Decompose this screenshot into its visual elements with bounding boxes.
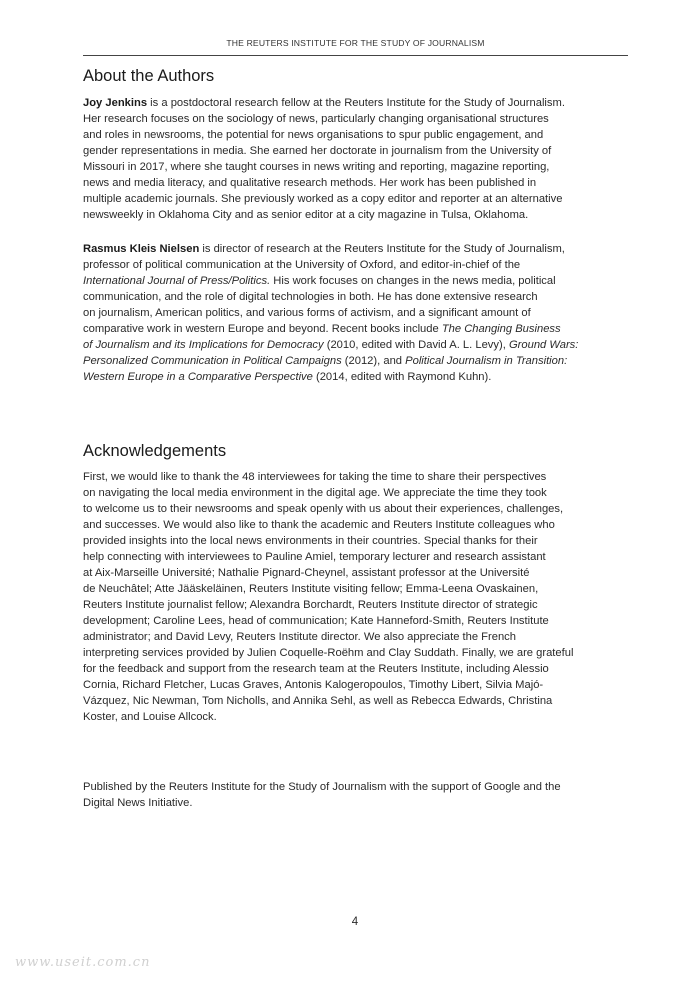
bio-line: news and media literacy, and qualitative research methods. Her work has been published in	[83, 177, 537, 189]
ack-line: at Aix-Marseille Université; Nathalie Pignard-Cheynel, assistant professor at the Université	[83, 567, 530, 579]
bio-line: Rasmus Kleis Nielsen is director of research at the Reuters Institute for the Study of Journalism,	[83, 243, 565, 255]
ack-line: Reuters Institute journalist fellow; Alexandra Borchardt, Reuters Institute director of strategic	[83, 599, 538, 611]
bio-line: multiple academic journals. She previously worked as a copy editor and reporter at an alternative	[83, 193, 563, 205]
bio-rasmus-kleis-nielsen	[83, 241, 643, 385]
header-rule	[83, 55, 628, 56]
ack-line: Koster, and Louise Allcock.	[83, 711, 217, 723]
published-by-note	[83, 779, 643, 811]
about-authors-heading: About the Authors	[83, 67, 215, 85]
bio-line: on journalism, American politics, and various forms of activism, and a significant amount of	[83, 307, 531, 319]
author-name: Rasmus Kleis Nielsen	[83, 243, 200, 255]
running-header: THE REUTERS INSTITUTE FOR THE STUDY OF JOURNALISM	[226, 38, 485, 48]
ack-line: Vázquez, Nic Newman, Tom Nicholls, and Annika Sehl, as well as Rebecca Edwards, Christina	[83, 695, 553, 707]
watermark: www.useit.com.cn	[15, 955, 151, 970]
ack-line: First, we would like to thank the 48 interviewees for taking the time to share their perspectives	[83, 471, 547, 483]
ack-line: development; Caroline Lees, head of communication; Kate Hanneford-Smith, Reuters Institute	[83, 615, 549, 627]
acknowledgements-heading: Acknowledgements	[83, 442, 227, 460]
ack-line: help connecting with interviewees to Pauline Amiel, temporary lecturer and research assistant	[83, 551, 546, 563]
bio-line: Missouri in 2017, where she taught courses in news writing and reporting, magazine reporting,	[83, 161, 550, 173]
published-line: Published by the Reuters Institute for the Study of Journalism with the support of Google and the	[83, 781, 561, 793]
ack-line: for the feedback and support from the research team at the Reuters Institute, including Alessio	[83, 663, 549, 675]
ack-line: on navigating the local media environment in the digital age. We appreciate the time they took	[83, 487, 547, 499]
bio-line: professor of political communication at the University of Oxford, and editor-in-chief of the	[83, 259, 521, 271]
bio-joy-jenkins	[83, 95, 643, 223]
bio-line: communication, and the role of digital technologies in both. He has done extensive research	[83, 291, 538, 303]
bio-line: comparative work in western Europe and beyond. Recent books include The Changing Business	[83, 323, 561, 335]
bio-line: gender representations in media. She earned her doctorate in journalism from the University of	[83, 145, 552, 157]
ack-line: provided insights into the local news environments in their countries. Special thanks for their	[83, 535, 538, 547]
ack-line: administrator; and David Levy, Reuters Institute director. We also appreciate the French	[83, 631, 517, 643]
ack-line: Cornia, Richard Fletcher, Lucas Graves, Antonis Kalogeropoulos, Timothy Libert, Silvia Majó-	[83, 679, 544, 691]
bio-line: Her research focuses on the sociology of news, particularly changing organisational structures	[83, 113, 549, 125]
ack-line: interpreting services provided by Julien Coquelle-Roëhm and Clay Suddath. Finally, we are grateful	[83, 647, 574, 659]
author-name: Joy Jenkins	[83, 97, 148, 109]
bio-line: Western Europe in a Comparative Perspective (2014, edited with Raymond Kuhn).	[83, 371, 492, 383]
ack-line: and successes. We would also like to thank the academic and Reuters Institute colleagues who	[83, 519, 555, 531]
bio-line: and roles in newsrooms, the potential for news organisations to spur public engagement, and	[83, 129, 544, 141]
bio-line: of Journalism and its Implications for Democracy (2010, edited with David A. L. Levy), Ground Wars:	[83, 339, 579, 351]
bio-line: Joy Jenkins is a postdoctoral research fellow at the Reuters Institute for the Study of Journalism.	[83, 97, 565, 109]
published-line: Digital News Initiative.	[83, 797, 193, 809]
bio-line: Personalized Communication in Political Campaigns (2012), and Political Journalism in Transition:	[83, 355, 568, 367]
acknowledgements-body	[83, 469, 643, 725]
bio-line: newsweekly in Oklahoma City and as senior editor at a city magazine in Tulsa, Oklahoma.	[83, 209, 529, 221]
bio-line: International Journal of Press/Politics. His work focuses on changes in the news media, political	[83, 275, 556, 287]
page-number: 4	[351, 916, 359, 928]
ack-line: de Neuchâtel; Atte Jääskeläinen, Reuters Institute visiting fellow; Emma-Leena Ovaskainen,	[83, 583, 539, 595]
ack-line: to welcome us to their newsrooms and speak openly with us about their experiences, challenges,	[83, 503, 564, 515]
